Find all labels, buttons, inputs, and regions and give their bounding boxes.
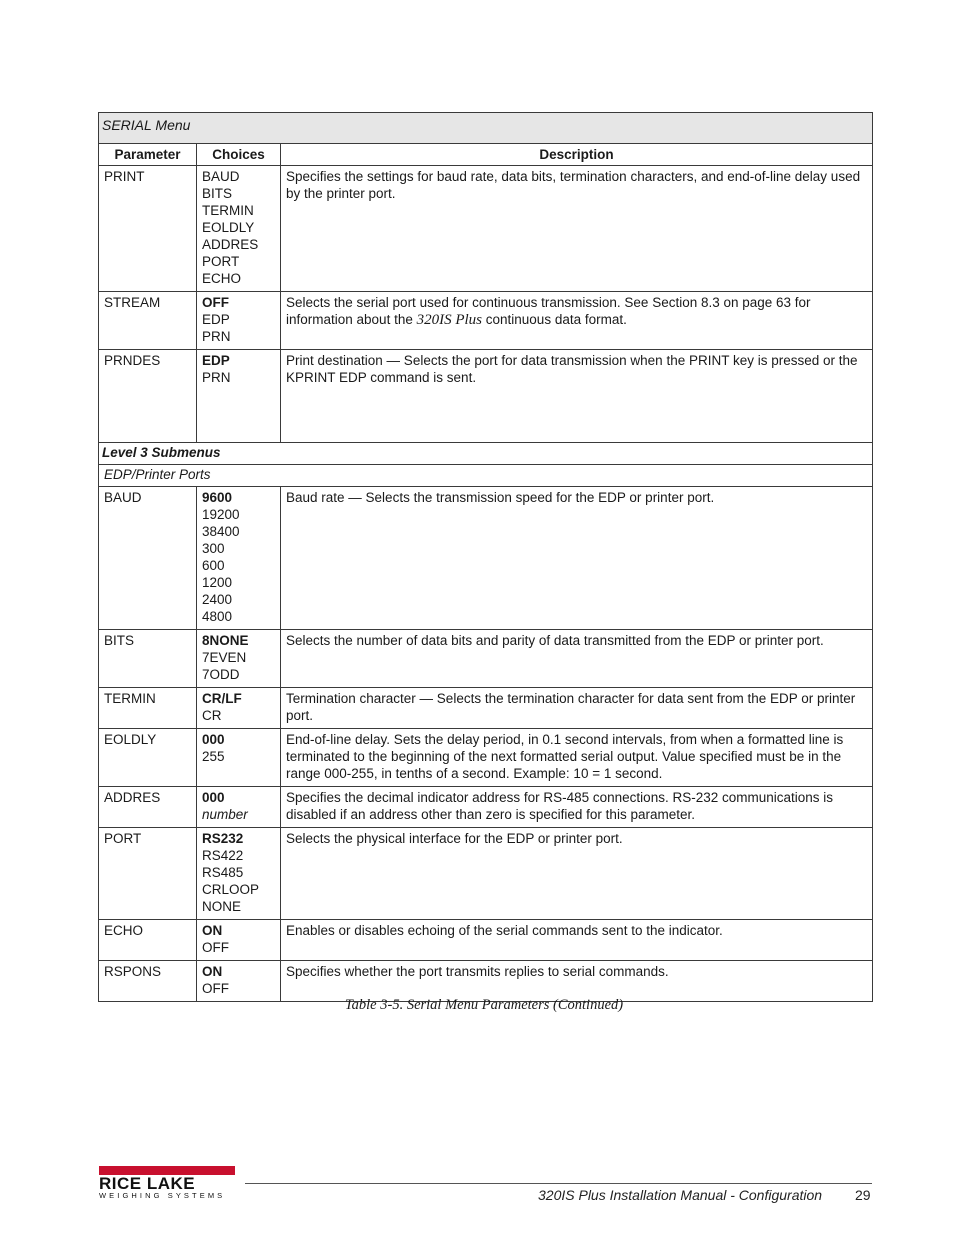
choice-option: RS422	[202, 848, 244, 863]
choice-option: number	[202, 807, 248, 822]
description-cell	[281, 292, 873, 350]
table-row	[99, 292, 873, 350]
choice-option: RS485	[202, 865, 244, 880]
default-choice: ON	[202, 923, 223, 938]
description-cell: Specifies whether the port transmits replies to serial commands.	[281, 961, 873, 1002]
choice-option: ADDRES	[202, 237, 259, 252]
table-row	[99, 630, 873, 688]
choice-option: PRN	[202, 329, 231, 344]
choices-cell	[197, 828, 281, 920]
default-choice: OFF	[202, 295, 229, 310]
rice-lake-logo	[99, 1166, 235, 1202]
choice-option: 7EVEN	[202, 650, 247, 665]
choice-option: 4800	[202, 609, 233, 624]
table-row	[99, 166, 873, 292]
table-title: SERIAL Menu	[99, 113, 873, 144]
logo-brand: RICE LAKE	[99, 1174, 196, 1193]
choice-option: OFF	[202, 981, 229, 996]
choices-cell	[197, 961, 281, 1002]
table-row	[99, 920, 873, 961]
choices-cell	[197, 292, 281, 350]
choice-option: 7ODD	[202, 667, 240, 682]
default-choice: EDP	[202, 353, 230, 368]
choice-option: EOLDLY	[202, 220, 255, 235]
description-cell: Enables or disables echoing of the serial commands sent to the indicator.	[281, 920, 873, 961]
choice-option: CRLOOP	[202, 882, 260, 897]
logo-tagline: WEIGHING SYSTEMS	[99, 1191, 226, 1200]
choice-option: 1200	[202, 575, 233, 590]
description-cell: Specifies the decimal indicator address for RS-485 connections. RS-232 communications is disabled if an address other than zero is specified for this parameter.	[281, 787, 873, 828]
table-row	[99, 828, 873, 920]
param-cell: TERMIN	[99, 688, 197, 729]
choices-cell	[197, 487, 281, 630]
footer-title: 320IS Plus Installation Manual - Configuration	[538, 1187, 823, 1203]
choice-option: OFF	[202, 940, 229, 955]
description-cell: Selects the number of data bits and parity of data transmitted from the EDP or printer port.	[281, 630, 873, 688]
description-text: continuous data format.	[482, 312, 627, 327]
footer-rule	[245, 1183, 872, 1184]
description-cell: Specifies the settings for baud rate, data bits, termination characters, and end-of-line delay used by the printer port.	[281, 166, 873, 292]
default-choice: CR/LF	[202, 691, 242, 706]
choices-cell	[197, 630, 281, 688]
choice-option: 600	[202, 558, 225, 573]
product-name: 320IS Plus	[416, 312, 483, 328]
choices-cell	[197, 350, 281, 443]
param-cell: BITS	[99, 630, 197, 688]
choice-option: 38400	[202, 524, 240, 539]
choice-option: EDP	[202, 312, 230, 327]
param-cell: PORT	[99, 828, 197, 920]
header-parameter: Parameter	[99, 144, 197, 166]
choice-option: BAUD	[202, 169, 240, 184]
choice-option: 19200	[202, 507, 240, 522]
choice-option: 300	[202, 541, 225, 556]
header-description: Description	[281, 144, 873, 166]
param-cell: ECHO	[99, 920, 197, 961]
subsection-label: EDP/Printer Ports	[99, 465, 873, 487]
serial-menu-table	[98, 112, 873, 1002]
page-number: 29	[855, 1187, 871, 1203]
choice-option: CR	[202, 708, 222, 723]
choices-cell	[197, 729, 281, 787]
header-choices: Choices	[197, 144, 281, 166]
choices-cell	[197, 166, 281, 292]
table-row	[99, 487, 873, 630]
subsection-row	[99, 465, 873, 487]
table-caption: Table 3-5. Serial Menu Parameters (Continued)	[344, 997, 624, 1013]
section-row	[99, 443, 873, 465]
description-cell: End-of-line delay. Sets the delay period, in 0.1 second intervals, from when a formatted line is terminated to the beginning of the next formatted serial output. Value specified must be in the range 000-255, in tenths of a second. Example: 10 = 1 second.	[281, 729, 873, 787]
table-row	[99, 350, 873, 443]
table-row	[99, 961, 873, 1002]
table-row	[99, 787, 873, 828]
description-cell: Termination character — Selects the termination character for data sent from the EDP or printer port.	[281, 688, 873, 729]
choice-option: PRN	[202, 370, 231, 385]
param-cell: RSPONS	[99, 961, 197, 1002]
choice-option: BITS	[202, 186, 233, 201]
choice-option: 255	[202, 749, 225, 764]
default-choice: 000	[202, 790, 225, 805]
param-cell: ADDRES	[99, 787, 197, 828]
choice-option: NONE	[202, 899, 242, 914]
choices-cell	[197, 787, 281, 828]
table-title-row	[99, 113, 873, 144]
description-cell: Print destination — Selects the port for data transmission when the PRINT key is pressed or the KPRINT EDP command is sent.	[281, 350, 873, 443]
choice-option: 2400	[202, 592, 233, 607]
param-cell: PRINT	[99, 166, 197, 292]
default-choice: RS232	[202, 831, 244, 846]
table-header-row	[99, 144, 873, 166]
default-choice: 8NONE	[202, 633, 249, 648]
description-cell: Selects the physical interface for the EDP or printer port.	[281, 828, 873, 920]
choice-option: ECHO	[202, 271, 242, 286]
param-cell: BAUD	[99, 487, 197, 630]
param-cell: PRNDES	[99, 350, 197, 443]
description-text: Selects the serial port used for continuous transmission. See Section 8.3 on page 63 for information about the	[286, 295, 811, 327]
choices-cell	[197, 688, 281, 729]
param-cell: STREAM	[99, 292, 197, 350]
default-choice: 9600	[202, 490, 233, 505]
param-cell: EOLDLY	[99, 729, 197, 787]
section-label: Level 3 Submenus	[99, 443, 873, 465]
choice-option: TERMIN	[202, 203, 254, 218]
table-row	[99, 688, 873, 729]
choices-cell	[197, 920, 281, 961]
description-cell: Baud rate — Selects the transmission speed for the EDP or printer port.	[281, 487, 873, 630]
default-choice: ON	[202, 964, 223, 979]
choice-option: PORT	[202, 254, 240, 269]
table-row	[99, 729, 873, 787]
default-choice: 000	[202, 732, 225, 747]
